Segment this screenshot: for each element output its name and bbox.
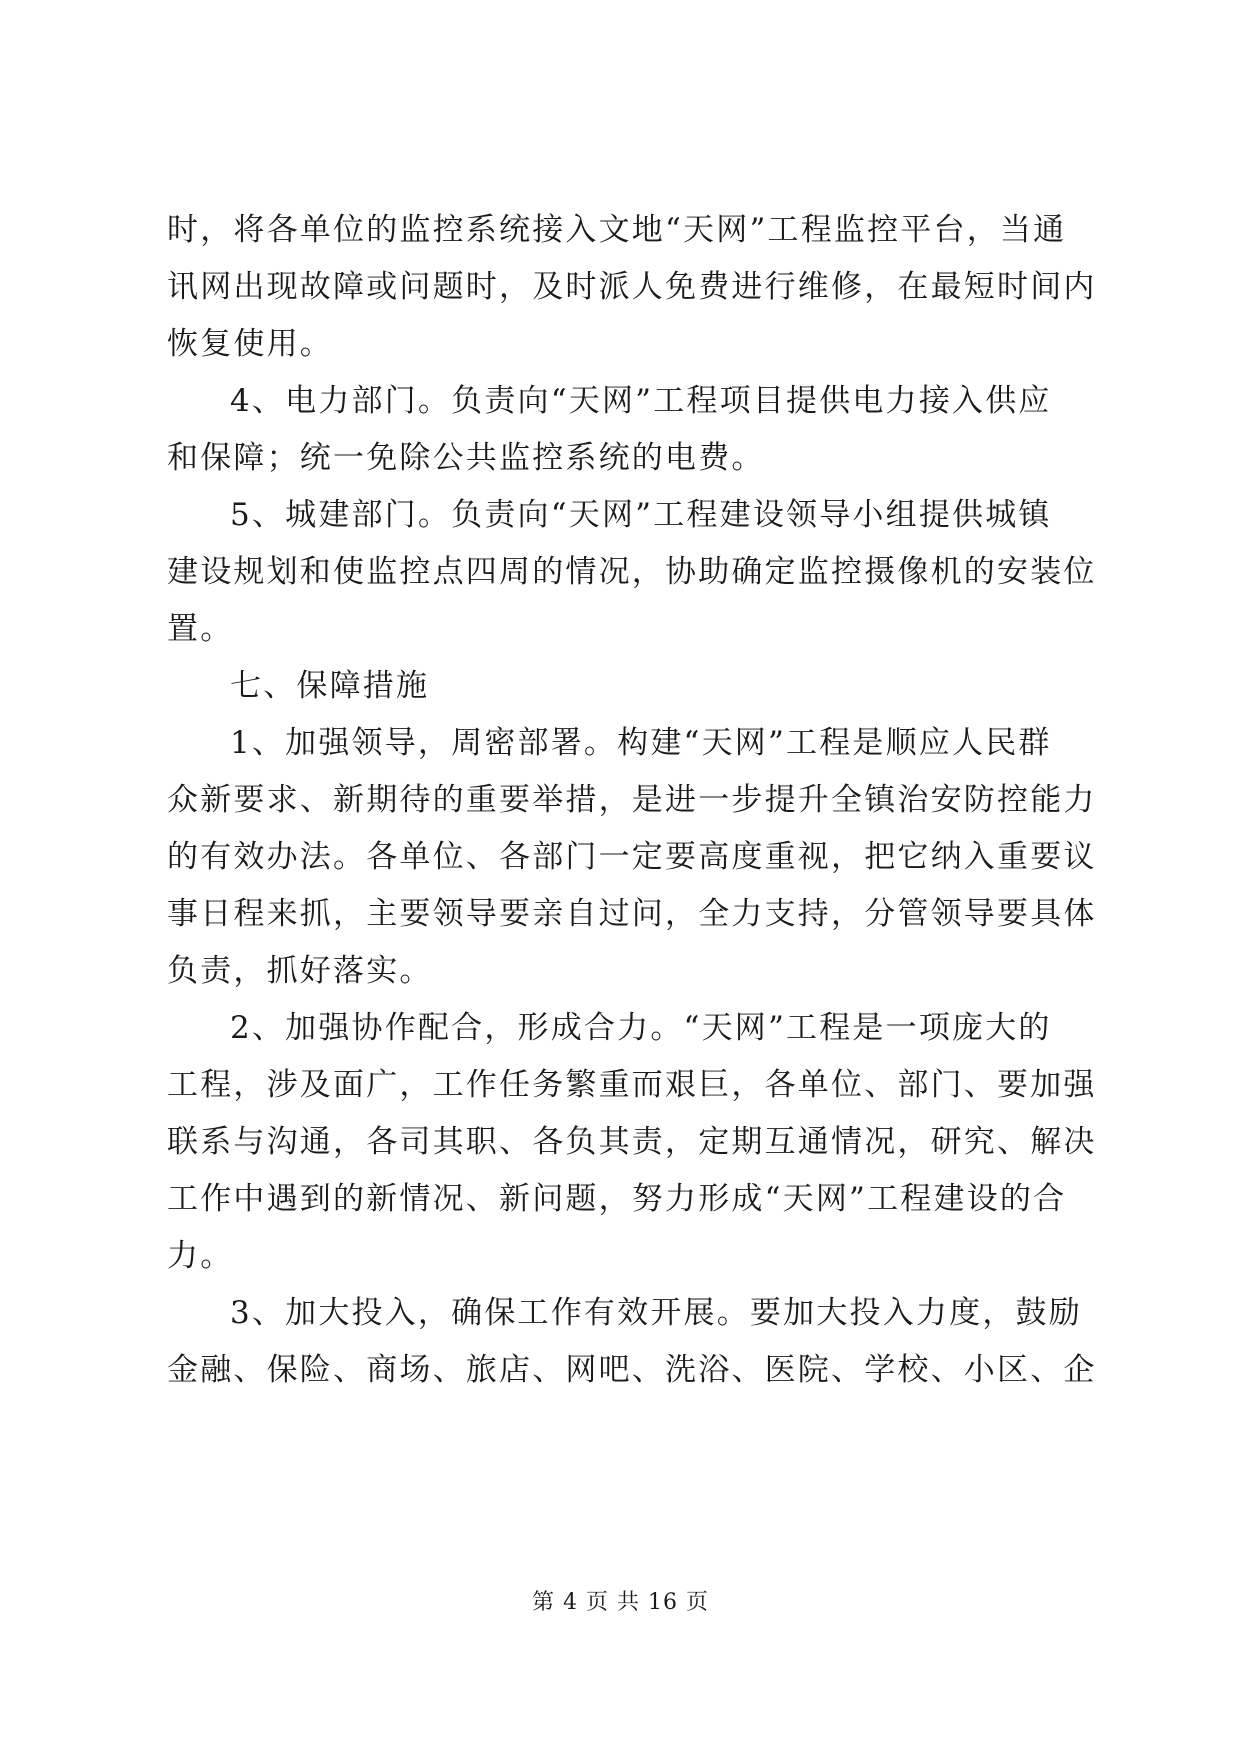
text-line: 负责，抓好落实。 — [167, 953, 433, 989]
text-line: 联系与沟通，各司其职、各负其责，定期互通情况，研究、解决 — [167, 1124, 1097, 1160]
text-line: 和保障；统一免除公共监控系统的电费。 — [167, 440, 765, 476]
text-line: 置。 — [167, 611, 234, 647]
text-line: 的有效办法。各单位、各部门一定要高度重视，把它纳入重要议 — [167, 839, 1097, 875]
text-line: 众新要求、新期待的重要举措，是进一步提升全镇治安防控能力 — [167, 782, 1097, 818]
text-line: 恢复使用。 — [167, 326, 333, 362]
text-line: 时，将各单位的监控系统接入文地“天网”工程监控平台，当通 — [167, 212, 1067, 248]
text-line: 力。 — [167, 1238, 234, 1274]
page-footer: 第 4 页 共 16 页 — [532, 1590, 709, 1615]
text-line: 金融、保险、商场、旅店、网吧、洗浴、医院、学校、小区、企 — [167, 1352, 1097, 1388]
text-line: 建设规划和使监控点四周的情况，协助确定监控摄像机的安装位 — [167, 554, 1097, 590]
text-line: 事日程来抓，主要领导要亲自过问，全力支持，分管领导要具体 — [167, 896, 1097, 932]
section-heading: 七、保障措施 — [230, 668, 430, 704]
text-line: 3、加大投入，确保工作有效开展。要加大投入力度，鼓励 — [230, 1295, 1082, 1331]
text-line: 2、加强协作配合，形成合力。“天网”工程是一项庞大的 — [230, 1010, 1052, 1046]
text-line: 5、城建部门。负责向“天网”工程建设领导小组提供城镇 — [230, 497, 1052, 533]
text-line: 工程，涉及面广，工作任务繁重而艰巨，各单位、部门、要加强 — [167, 1067, 1097, 1103]
text-line: 讯网出现故障或问题时，及时派人免费进行维修，在最短时间内 — [167, 269, 1097, 305]
text-line: 4、电力部门。负责向“天网”工程项目提供电力接入供应 — [230, 383, 1052, 419]
text-line: 工作中遇到的新情况、新问题，努力形成“天网”工程建设的合 — [167, 1181, 1067, 1217]
text-line: 1、加强领导，周密部署。构建“天网”工程是顺应人民群 — [230, 725, 1052, 761]
